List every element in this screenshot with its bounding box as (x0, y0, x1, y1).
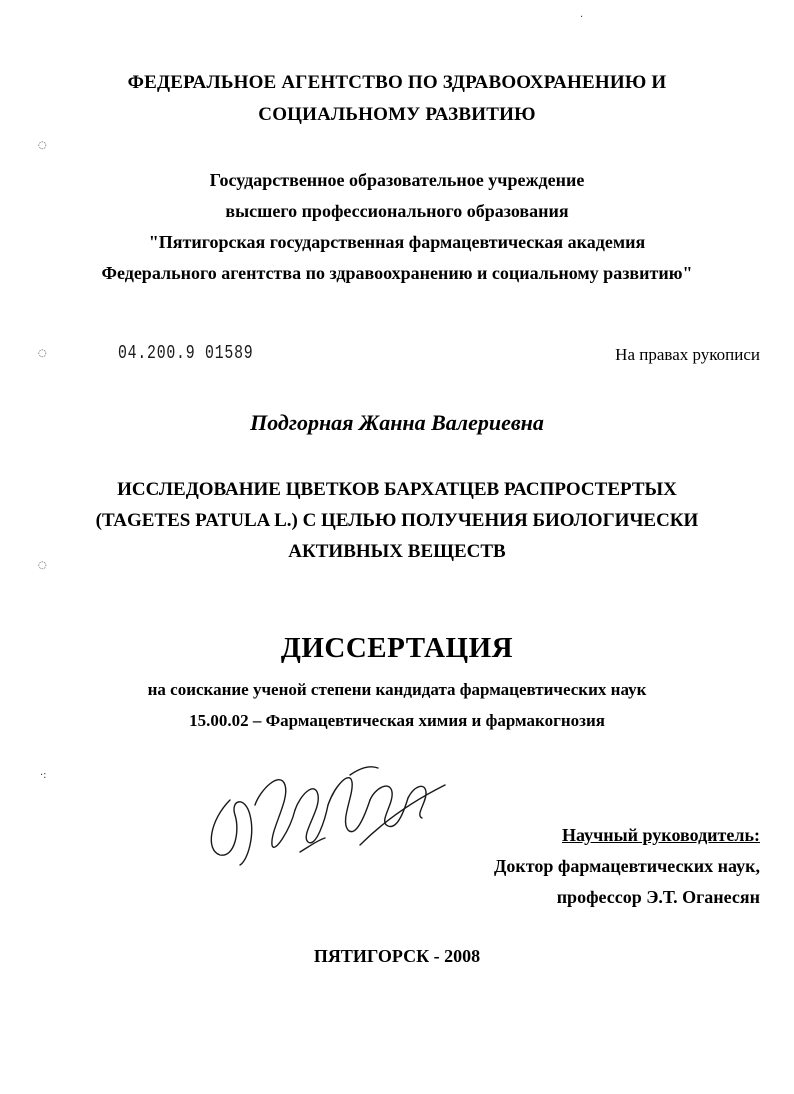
institution-line-2: высшего профессионального образования (225, 201, 569, 221)
institution-line-3: "Пятигорская государственная фармацевтическая академия (148, 232, 646, 252)
scan-mark: ·: (40, 770, 47, 781)
degree-line: на соискание ученой степени кандидата фармацевтических наук (147, 680, 647, 699)
institution-line-1: Государственное образовательное учреждение (209, 170, 585, 190)
thesis-title-line-3: АКТИВНЫХ ВЕЩЕСТВ (288, 541, 506, 562)
thesis-title-line-1: ИССЛЕДОВАНИЕ ЦВЕТКОВ БАРХАТЦЕВ РАСПРОСТЕРТЫХ (117, 479, 677, 500)
thesis-title-line-2: (TAGETES PATULA L.) С ЦЕЛЬЮ ПОЛУЧЕНИЯ БИОЛОГИЧЕСКИ (95, 510, 699, 531)
agency-line-1: ФЕДЕРАЛЬНОЕ АГЕНТСТВО ПО ЗДРАВООХРАНЕНИЮ И (127, 72, 667, 93)
specialty-line: 15.00.02 – Фармацевтическая химия и фармакогнозия (189, 711, 605, 730)
institution-line-4: Федерального агентства по здравоохранению и социальному развитию" (101, 263, 693, 283)
author-name: Подгорная Жанна Валериевна (250, 410, 544, 435)
city-year: ПЯТИГОРСК - 2008 (313, 946, 481, 966)
agency-line-2: СОЦИАЛЬНОМУ РАЗВИТИЮ (258, 104, 536, 125)
supervisor-degree: Доктор фармацевтических наук, (494, 856, 760, 876)
registration-number: 04.200.9 01589 (118, 342, 254, 364)
document-type: ДИССЕРТАЦИЯ (280, 632, 514, 664)
supervisor-label: Научный руководитель: (562, 825, 760, 845)
scan-mark: ◌ (38, 348, 47, 359)
scan-dot: · (580, 12, 584, 23)
scan-mark: ◌ (38, 140, 47, 151)
signature-image (200, 760, 450, 880)
rights-note: На правах рукописи (615, 345, 760, 364)
supervisor-name: профессор Э.Т. Оганесян (556, 887, 760, 907)
scan-mark: ◌ (38, 560, 47, 571)
